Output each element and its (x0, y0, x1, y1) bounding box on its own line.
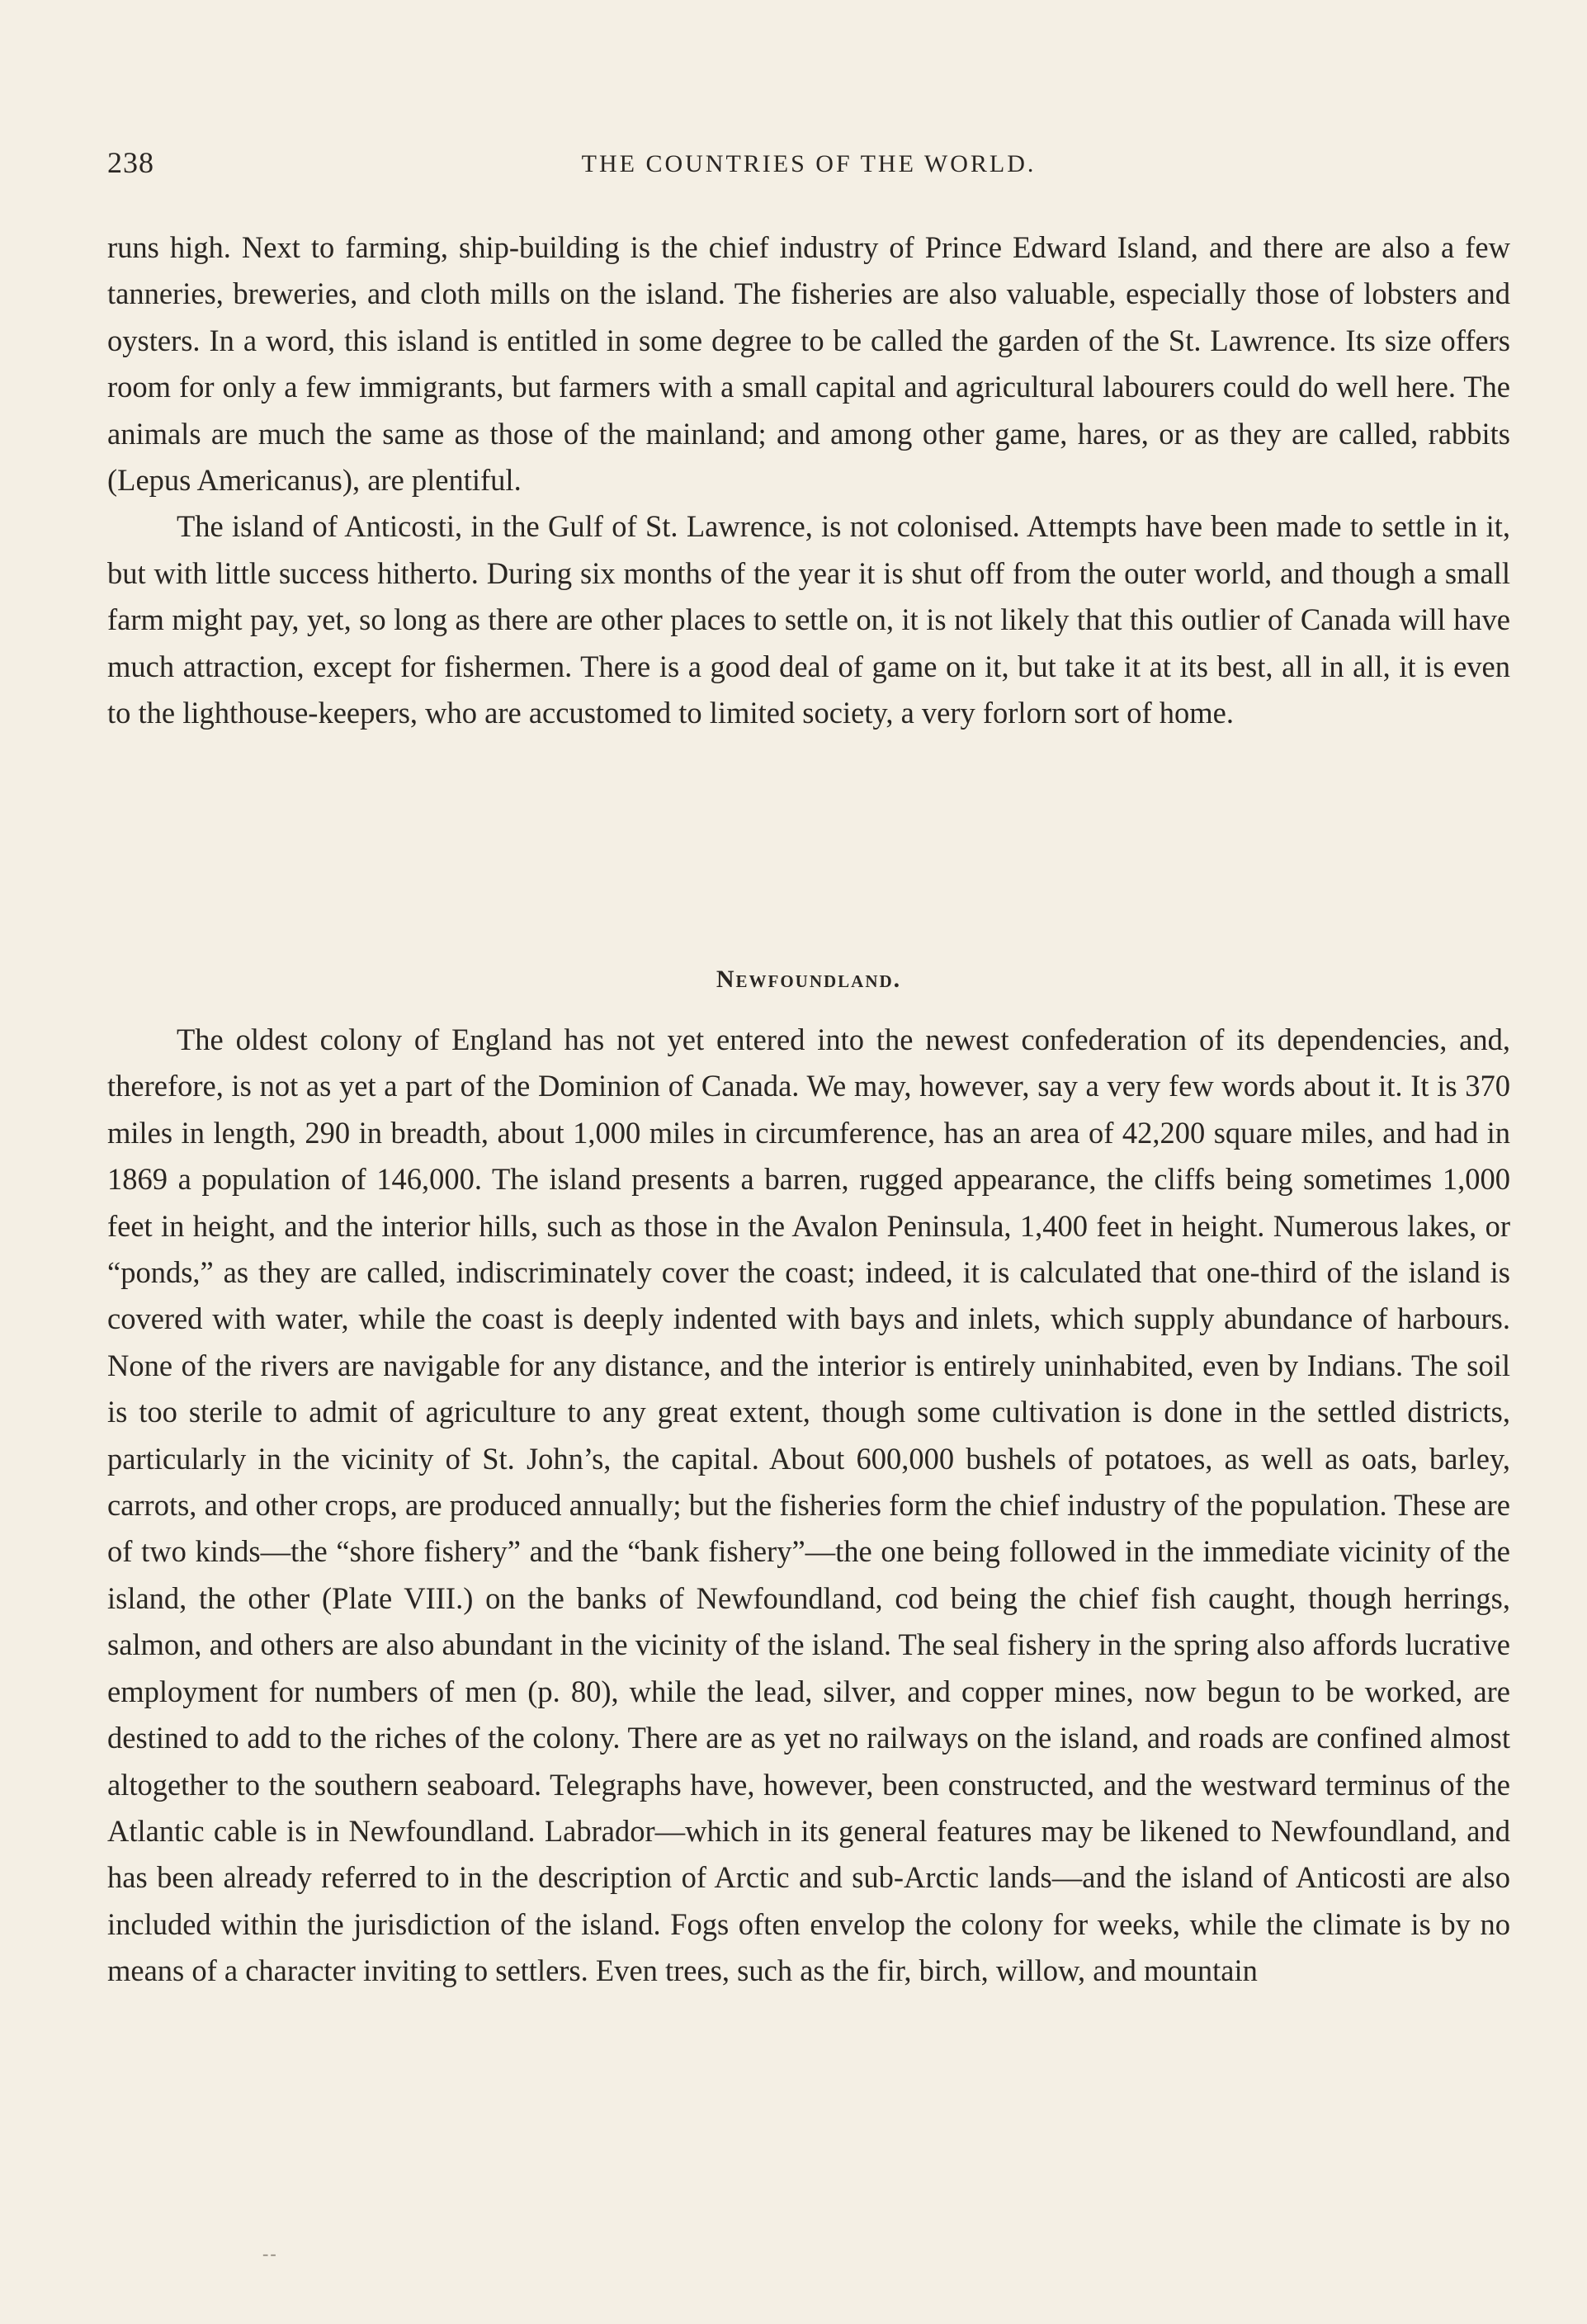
running-title: THE COUNTRIES OF THE WORLD. (581, 150, 1037, 177)
text-block-newfoundland (107, 1017, 1510, 1995)
section-heading-newfoundland: Newfoundland. (716, 966, 902, 993)
paragraph-newfoundland: The oldest colony of England has not yet entered into the newest confederation of its dependencies, and, therefore, is not as yet a part of the Dominion of Canada. We may, however, say a very few words about it. It is 370 miles in length, 290 in breadth, about 1,000 miles in circumference, has an area of 42,200 square miles, and had in 1869 a population of 146,000. The island presents a barren, rugged appearance, the cliffs being sometimes 1,000 feet in height, and the interior hills, such as those in the Avalon Peninsula, 1,400 feet in height. Numerous lakes, or “ponds,” as they are called, indiscriminately cover the coast; indeed, it is calculated that one-third of the island is covered with water, while the coast is deeply indented with bays and inlets, which supply abundance of harbours. None of the rivers are navigable for any distance, and the interior is entirely uninhabited, even by Indians. The soil is too sterile to admit of agriculture to any great extent, though some cultivation is done in the settled districts, particularly in the vicinity of St. John’s, the capital. About 600,000 bushels of potatoes, as well as oats, barley, carrots, and other crops, are produced annually; but the fisheries form the chief industry of the population. These are of two kinds—the “shore fishery” and the “bank fishery”—the one being followed in the immediate vicinity of the island, the other (Plate VIII.) on the banks of Newfoundland, cod being the chief fish caught, though herrings, salmon, and others are also abundant in the vicinity of the island. The seal fishery in the spring also affords lucrative employment for numbers of men (p. 80), while the lead, silver, and copper mines, now begun to be worked, are destined to add to the riches of the colony. There are as yet no railways on the island, and roads are confined almost altogether to the southern seaboard. Telegraphs have, however, been constructed, and the westward terminus of the Atlantic cable is in Newfoundland. Labrador—which in its general features may be likened to Newfoundland, and has been already referred to in the description of Arctic and sub-Arctic lands—and the island of Anticosti are also included within the jurisdiction of the island. Fogs often envelop the colony for weeks, while the climate is by no means of a character inviting to settlers. Even trees, such as the fir, birch, willow, and mountain (107, 1023, 1510, 1988)
footer-mark: -- (262, 2243, 278, 2264)
text-block-top (107, 224, 1510, 736)
paragraph-prince-edward-island: runs high. Next to farming, ship-building is the chief industry of Prince Edward Island, and there are also a few tanneries, breweries, and cloth mills on the island. The fisheries are also valuable, especially those of lobsters and oysters. In a word, this island is entitled in some degree to be called the garden of the St. Lawrence. Its size offers room for only a few immigrants, but farmers with a small capital and agricultural labourers could do well here. The animals are much the same as those of the mainland; and among other game, hares, or as they are called, rabbits (Lepus Americanus), are plentiful. (107, 230, 1510, 498)
page-header (107, 145, 1510, 191)
paragraph-anticosti: The island of Anticosti, in the Gulf of St. Lawrence, is not colonised. Attempts have been made to settle in it, but with little success hitherto. During six months of the year it is shut off from the outer world, and though a small farm might pay, yet, so long as there are other places to settle on, it is not likely that this outlier of Canada will have much attraction, except for fishermen. There is a good deal of game on it, but take it at its best, all in all, it is even to the lighthouse-keepers, who are accustomed to limited society, a very forlorn sort of home. (107, 509, 1510, 730)
page-number: 238 (107, 146, 154, 179)
